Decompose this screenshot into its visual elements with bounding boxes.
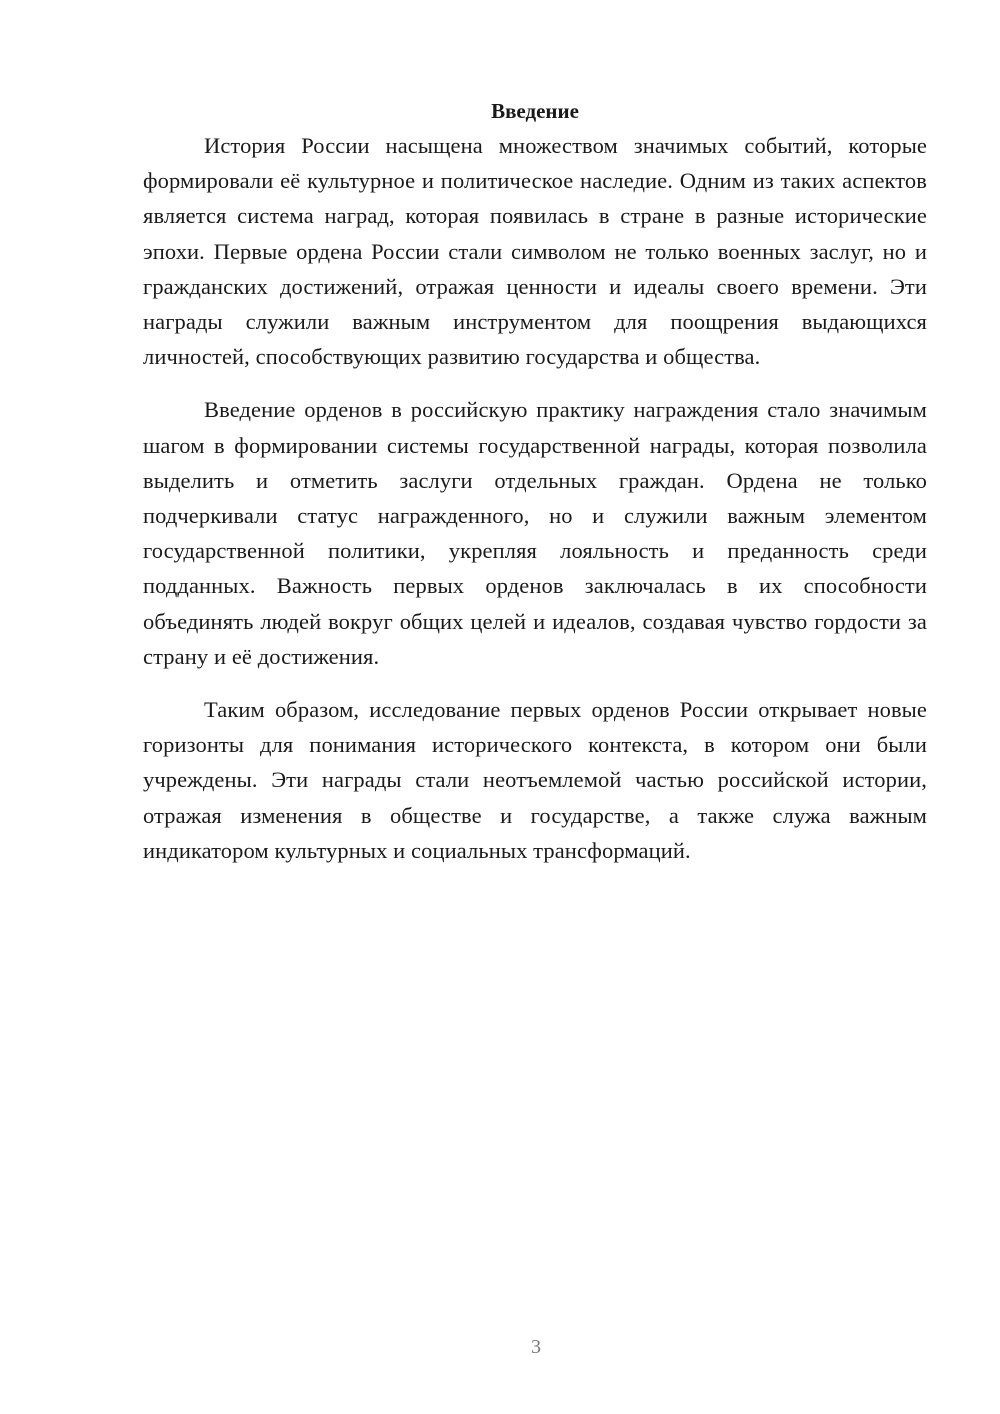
- page-number: 3: [531, 1336, 541, 1358]
- paragraph-2: Введение орденов в российскую практику награждения стало значимым шагом в формировании системы государственной награды, которая позволила выделить и отметить заслуги отдельных граждан. Ордена не только подчеркивали статус награжденного, но и служили важным элементом государственной политики, укрепляя лояльность и преданность среди подданных. Важность первых орденов заключалась в их способности объединять людей вокруг общих целей и идеалов, создавая чувство гордости за страну и её достижения.: [143, 397, 927, 669]
- paragraph-3: Таким образом, исследование первых орденов России открывает новые горизонты для понимания исторического контекста, в котором они были учреждены. Эти награды стали неотъемлемой частью российской истории, отражая изменения в обществе и государстве, а также служа важным индикатором культурных и социальных трансформаций.: [143, 697, 927, 863]
- section-heading: Введение: [491, 99, 579, 123]
- page-content: [143, 96, 927, 886]
- paragraph-1: История России насыщена множеством значимых событий, которые формировали её культурное и политическое наследие. Одним из таких аспектов является система наград, которая появилась в стране в разные исторические эпохи. Первые ордена России стали символом не только военных заслуг, но и гражданских достижений, отражая ценности и идеалы своего времени. Эти награды служили важным инструментом для поощрения выдающихся личностей, способствующих развитию государства и общества.: [143, 133, 927, 370]
